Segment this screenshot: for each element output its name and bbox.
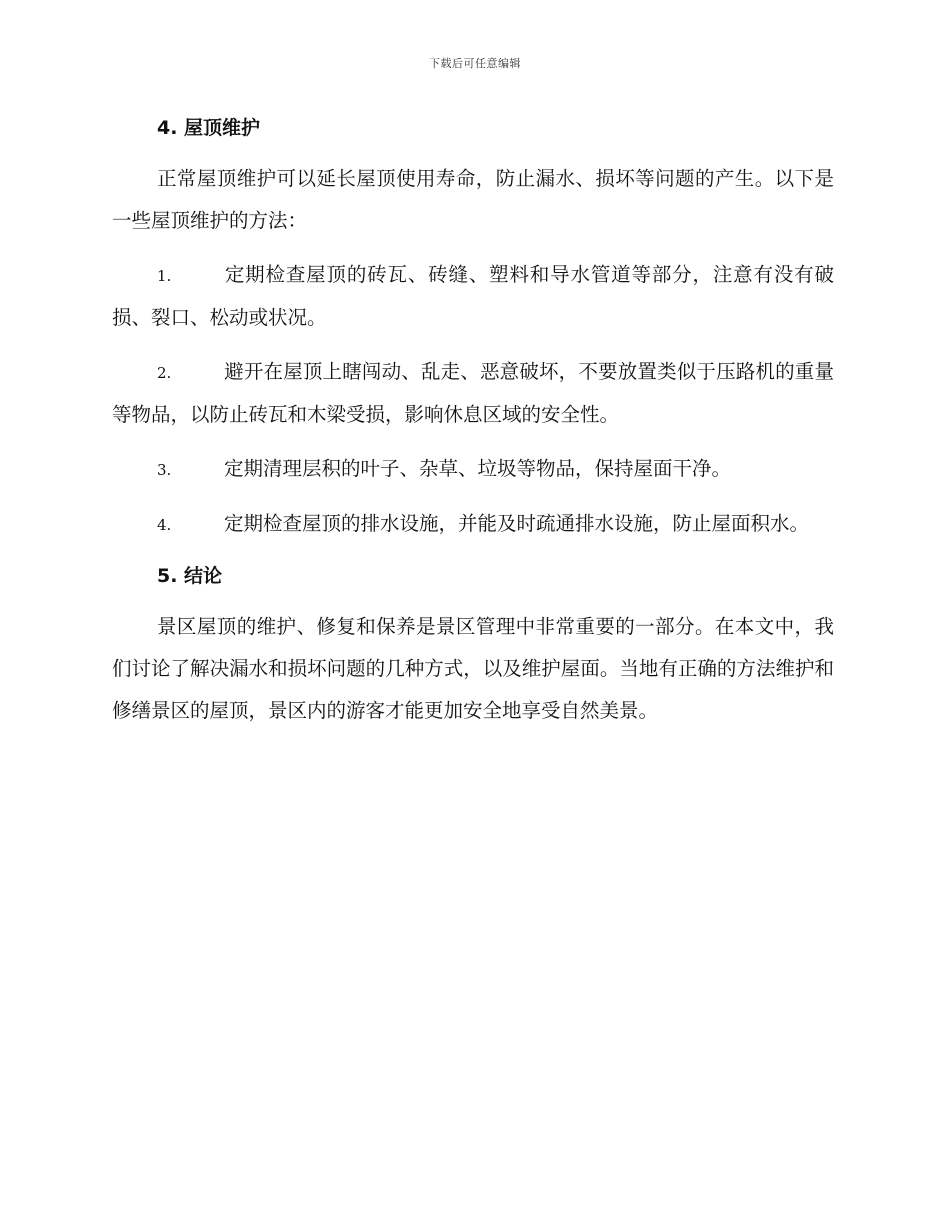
section-4-intro: 正常屋顶维护可以延长屋顶使用寿命，防止漏水、损坏等问题的产生。以下是一些屋顶维护的方法： (112, 167, 834, 232)
list-item (112, 351, 834, 436)
document-body (112, 110, 834, 744)
list-item-text: 定期检查屋顶的砖瓦、砖缝、塑料和导水管道等部分，注意有没有破损、裂口、松动或状况。 (112, 263, 834, 329)
section-5-heading: 5. 结论 (157, 565, 223, 587)
list-item (112, 254, 834, 339)
list-item-number: 3. (157, 461, 172, 479)
list-item-number: 4. (157, 516, 172, 534)
list-item-number: 1. (157, 267, 172, 285)
list-item (112, 448, 834, 491)
list-item-text: 定期清理层积的叶子、杂草、垃圾等物品，保持屋面干净。 (224, 457, 732, 480)
list-item (112, 503, 834, 546)
list-item-text: 避开在屋顶上瞎闯动、乱走、恶意破坏，不要放置类似于压路机的重量等物品，以防止砖瓦和木梁受损，影响休息区域的安全性。 (112, 360, 834, 426)
section-4-heading: 4. 屋顶维护 (157, 117, 261, 139)
list-item-text: 定期检查屋顶的排水设施，并能及时疏通排水设施，防止屋面积水。 (224, 512, 810, 535)
header-note: 下载后可任意编辑 (429, 57, 521, 70)
list-item-number: 2. (157, 364, 172, 382)
section-5-body: 景区屋顶的维护、修复和保养是景区管理中非常重要的一部分。在本文中，我们讨论了解决漏水和损坏问题的几种方式，以及维护屋面。当地有正确的方法维护和修缮景区的屋顶，景区内的游客才能更加安全地享受自然美景。 (112, 615, 834, 722)
